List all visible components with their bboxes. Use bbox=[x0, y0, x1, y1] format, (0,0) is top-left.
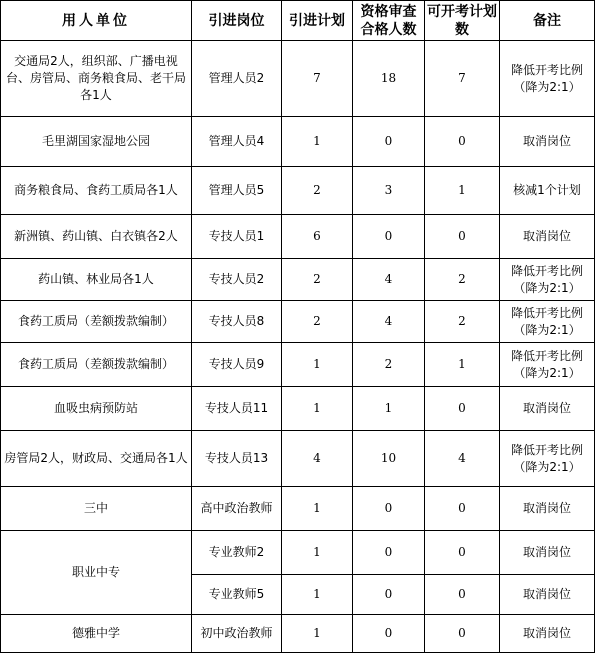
plan-cell: 1 bbox=[282, 343, 353, 387]
note-cell: 取消岗位 bbox=[500, 575, 595, 615]
note-cell: 取消岗位 bbox=[500, 487, 595, 531]
note-cell: 取消岗位 bbox=[500, 117, 595, 167]
unit-cell: 职业中专 bbox=[1, 531, 192, 615]
open-count-cell: 0 bbox=[425, 117, 500, 167]
open-count-cell: 0 bbox=[425, 531, 500, 575]
qualified-cell: 4 bbox=[353, 301, 425, 343]
note-cell: 核减1个计划 bbox=[500, 167, 595, 215]
plan-cell: 2 bbox=[282, 259, 353, 301]
post-cell: 专技人员9 bbox=[192, 343, 282, 387]
open-count-cell: 1 bbox=[425, 167, 500, 215]
header-unit: 用人单位 bbox=[1, 1, 192, 41]
note-cell: 降低开考比例（降为2:1） bbox=[500, 431, 595, 487]
post-cell: 高中政治教师 bbox=[192, 487, 282, 531]
open-count-cell: 1 bbox=[425, 343, 500, 387]
unit-cell: 三中 bbox=[1, 487, 192, 531]
post-cell: 管理人员2 bbox=[192, 41, 282, 117]
qualified-cell: 4 bbox=[353, 259, 425, 301]
header-row bbox=[1, 1, 595, 41]
plan-cell: 6 bbox=[282, 215, 353, 259]
plan-cell: 1 bbox=[282, 487, 353, 531]
table-row bbox=[1, 215, 595, 259]
qualified-cell: 0 bbox=[353, 575, 425, 615]
post-cell: 专技人员11 bbox=[192, 387, 282, 431]
open-count-cell: 2 bbox=[425, 259, 500, 301]
table-row bbox=[1, 167, 595, 215]
plan-cell: 1 bbox=[282, 615, 353, 653]
post-cell: 专业教师2 bbox=[192, 531, 282, 575]
post-cell: 专技人员1 bbox=[192, 215, 282, 259]
qualified-cell: 2 bbox=[353, 343, 425, 387]
open-count-cell: 4 bbox=[425, 431, 500, 487]
open-count-cell: 0 bbox=[425, 487, 500, 531]
unit-cell: 药山镇、林业局各1人 bbox=[1, 259, 192, 301]
open-count-cell: 0 bbox=[425, 575, 500, 615]
plan-cell: 7 bbox=[282, 41, 353, 117]
plan-cell: 1 bbox=[282, 117, 353, 167]
qualified-cell: 0 bbox=[353, 487, 425, 531]
post-cell: 专业教师5 bbox=[192, 575, 282, 615]
plan-cell: 1 bbox=[282, 575, 353, 615]
open-count-cell: 2 bbox=[425, 301, 500, 343]
note-cell: 取消岗位 bbox=[500, 215, 595, 259]
post-cell: 初中政治教师 bbox=[192, 615, 282, 653]
plan-cell: 4 bbox=[282, 431, 353, 487]
header-post: 引进岗位 bbox=[192, 1, 282, 41]
table-row bbox=[1, 431, 595, 487]
post-cell: 管理人员4 bbox=[192, 117, 282, 167]
note-cell: 取消岗位 bbox=[500, 531, 595, 575]
note-cell: 取消岗位 bbox=[500, 615, 595, 653]
qualified-cell: 10 bbox=[353, 431, 425, 487]
note-cell: 降低开考比例（降为2:1） bbox=[500, 41, 595, 117]
qualified-cell: 18 bbox=[353, 41, 425, 117]
qualified-cell: 0 bbox=[353, 615, 425, 653]
note-cell: 降低开考比例（降为2:1） bbox=[500, 343, 595, 387]
post-cell: 专技人员8 bbox=[192, 301, 282, 343]
note-cell: 降低开考比例（降为2:1） bbox=[500, 301, 595, 343]
post-cell: 专技人员13 bbox=[192, 431, 282, 487]
table-row bbox=[1, 301, 595, 343]
qualified-cell: 0 bbox=[353, 531, 425, 575]
post-cell: 管理人员5 bbox=[192, 167, 282, 215]
table-row bbox=[1, 487, 595, 531]
table-row bbox=[1, 41, 595, 117]
unit-cell: 商务粮食局、食药工质局各1人 bbox=[1, 167, 192, 215]
table-row bbox=[1, 259, 595, 301]
table-row bbox=[1, 387, 595, 431]
plan-cell: 2 bbox=[282, 301, 353, 343]
note-cell: 取消岗位 bbox=[500, 387, 595, 431]
plan-cell: 1 bbox=[282, 531, 353, 575]
open-count-cell: 0 bbox=[425, 615, 500, 653]
header-qualified: 资格审查合格人数 bbox=[353, 1, 425, 41]
open-count-cell: 0 bbox=[425, 215, 500, 259]
qualified-cell: 1 bbox=[353, 387, 425, 431]
unit-cell: 毛里湖国家湿地公园 bbox=[1, 117, 192, 167]
qualified-cell: 3 bbox=[353, 167, 425, 215]
qualified-cell: 0 bbox=[353, 117, 425, 167]
header-plan: 引进计划 bbox=[282, 1, 353, 41]
table-row bbox=[1, 343, 595, 387]
unit-cell: 食药工质局（差额拨款编制） bbox=[1, 301, 192, 343]
note-cell: 降低开考比例（降为2:1） bbox=[500, 259, 595, 301]
header-note: 备注 bbox=[500, 1, 595, 41]
unit-cell: 新洲镇、药山镇、白衣镇各2人 bbox=[1, 215, 192, 259]
unit-cell: 血吸虫病预防站 bbox=[1, 387, 192, 431]
open-count-cell: 7 bbox=[425, 41, 500, 117]
table-row bbox=[1, 117, 595, 167]
plan-cell: 1 bbox=[282, 387, 353, 431]
open-count-cell: 0 bbox=[425, 387, 500, 431]
table-row bbox=[1, 615, 595, 653]
plan-cell: 2 bbox=[282, 167, 353, 215]
table-row bbox=[1, 531, 595, 575]
header-open-count: 可开考计划数 bbox=[425, 1, 500, 41]
unit-cell: 德雅中学 bbox=[1, 615, 192, 653]
post-cell: 专技人员2 bbox=[192, 259, 282, 301]
unit-cell: 交通局2人，组织部、广播电视台、房管局、商务粮食局、老干局各1人 bbox=[1, 41, 192, 117]
unit-cell: 房管局2人，财政局、交通局各1人 bbox=[1, 431, 192, 487]
qualified-cell: 0 bbox=[353, 215, 425, 259]
unit-cell: 食药工质局（差额拨款编制） bbox=[1, 343, 192, 387]
